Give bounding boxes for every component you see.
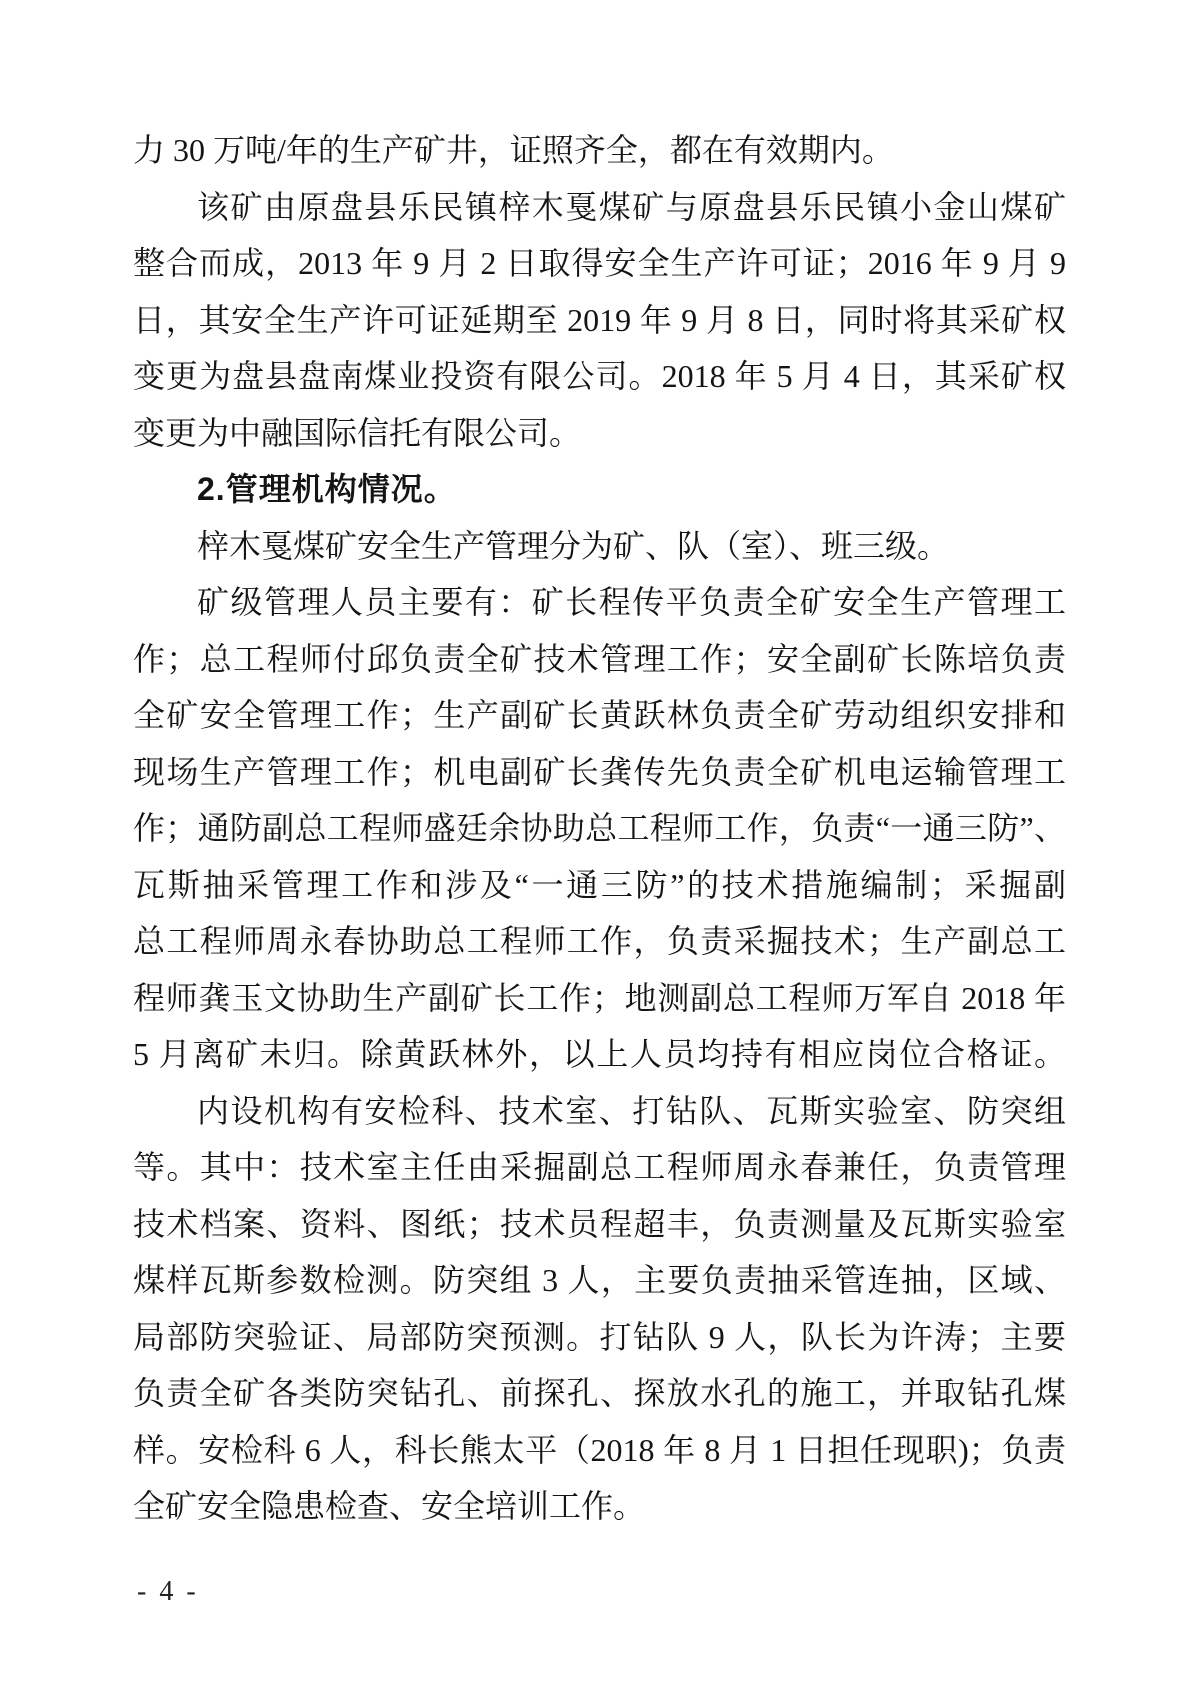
- paragraph: [133, 1083, 1066, 1535]
- text-line: 梓木戛煤矿安全生产管理分为矿、队（室）、班三级。: [197, 527, 950, 564]
- document-body: [133, 122, 1066, 1535]
- text-line: 负责全矿各类防突钻孔、前探孔、探放水孔的施工，并取钻孔煤: [133, 1375, 1066, 1411]
- section-heading: [133, 461, 1066, 518]
- text-line: 样。安检科 6 人，科长熊太平（2018 年 8 月 1 日担任现职)；负责: [133, 1431, 1066, 1468]
- paragraph: [133, 574, 1066, 1083]
- text-line: 日，其安全生产许可证延期至 2019 年 9 月 8 日，同时将其采矿权: [133, 301, 1066, 338]
- text-line: 矿级管理人员主要有：矿长程传平负责全矿安全生产管理工: [197, 584, 1066, 620]
- text-line: 内设机构有安检科、技术室、打钻队、瓦斯实验室、防突组: [197, 1092, 1066, 1129]
- text-line: 等。其中：技术室主任由采掘副总工程师周永春兼任，负责管理: [133, 1149, 1066, 1185]
- text-line: 2.管理机构情况。: [197, 471, 457, 507]
- text-line: 整合而成，2013 年 9 月 2 日取得安全生产许可证；2016 年 9 月 9: [133, 245, 1066, 281]
- paragraph: [133, 518, 1066, 575]
- text-line: 程师龚玉文协助生产副矿长工作；地测副总工程师万军自 2018 年: [133, 979, 1066, 1016]
- text-line: 瓦斯抽采管理工作和涉及“一通三防”的技术措施编制；采掘副: [133, 866, 1066, 903]
- paragraph: [133, 179, 1066, 462]
- page-number: - 4 -: [137, 1576, 199, 1607]
- paragraph: [133, 122, 1066, 179]
- text-line: 变更为盘县盘南煤业投资有限公司。2018 年 5 月 4 日，其采矿权: [133, 358, 1066, 394]
- text-line: 技术档案、资料、图纸；技术员程超丰，负责测量及瓦斯实验室: [133, 1205, 1066, 1242]
- text-line: 现场生产管理工作；机电副矿长龚传先负责全矿机电运输管理工: [133, 753, 1066, 790]
- text-line: 全矿安全隐患检查、安全培训工作。: [133, 1488, 646, 1524]
- text-line: 全矿安全管理工作；生产副矿长黄跃林负责全矿劳动组织安排和: [133, 697, 1066, 733]
- text-line: 5 月离矿未归。除黄跃林外，以上人员均持有相应岗位合格证。: [133, 1036, 1066, 1072]
- text-line: 煤样瓦斯参数检测。防突组 3 人，主要负责抽采管连抽，区域、: [133, 1262, 1066, 1298]
- text-line: 力 30 万吨/年的生产矿井，证照齐全，都在有效期内。: [133, 132, 894, 168]
- text-line: 变更为中融国际信托有限公司。: [133, 414, 582, 451]
- text-line: 总工程师周永春协助总工程师工作，负责采掘技术；生产副总工: [133, 923, 1066, 959]
- text-line: 作；通防副总工程师盛廷余协助总工程师工作，负责“一通三防”、: [133, 810, 1066, 846]
- text-line: 该矿由原盘县乐民镇梓木戛煤矿与原盘县乐民镇小金山煤矿: [197, 188, 1066, 225]
- text-line: 作；总工程师付邱负责全矿技术管理工作；安全副矿长陈培负责: [133, 640, 1066, 677]
- text-line: 局部防突验证、局部防突预测。打钻队 9 人，队长为许涛；主要: [133, 1318, 1066, 1355]
